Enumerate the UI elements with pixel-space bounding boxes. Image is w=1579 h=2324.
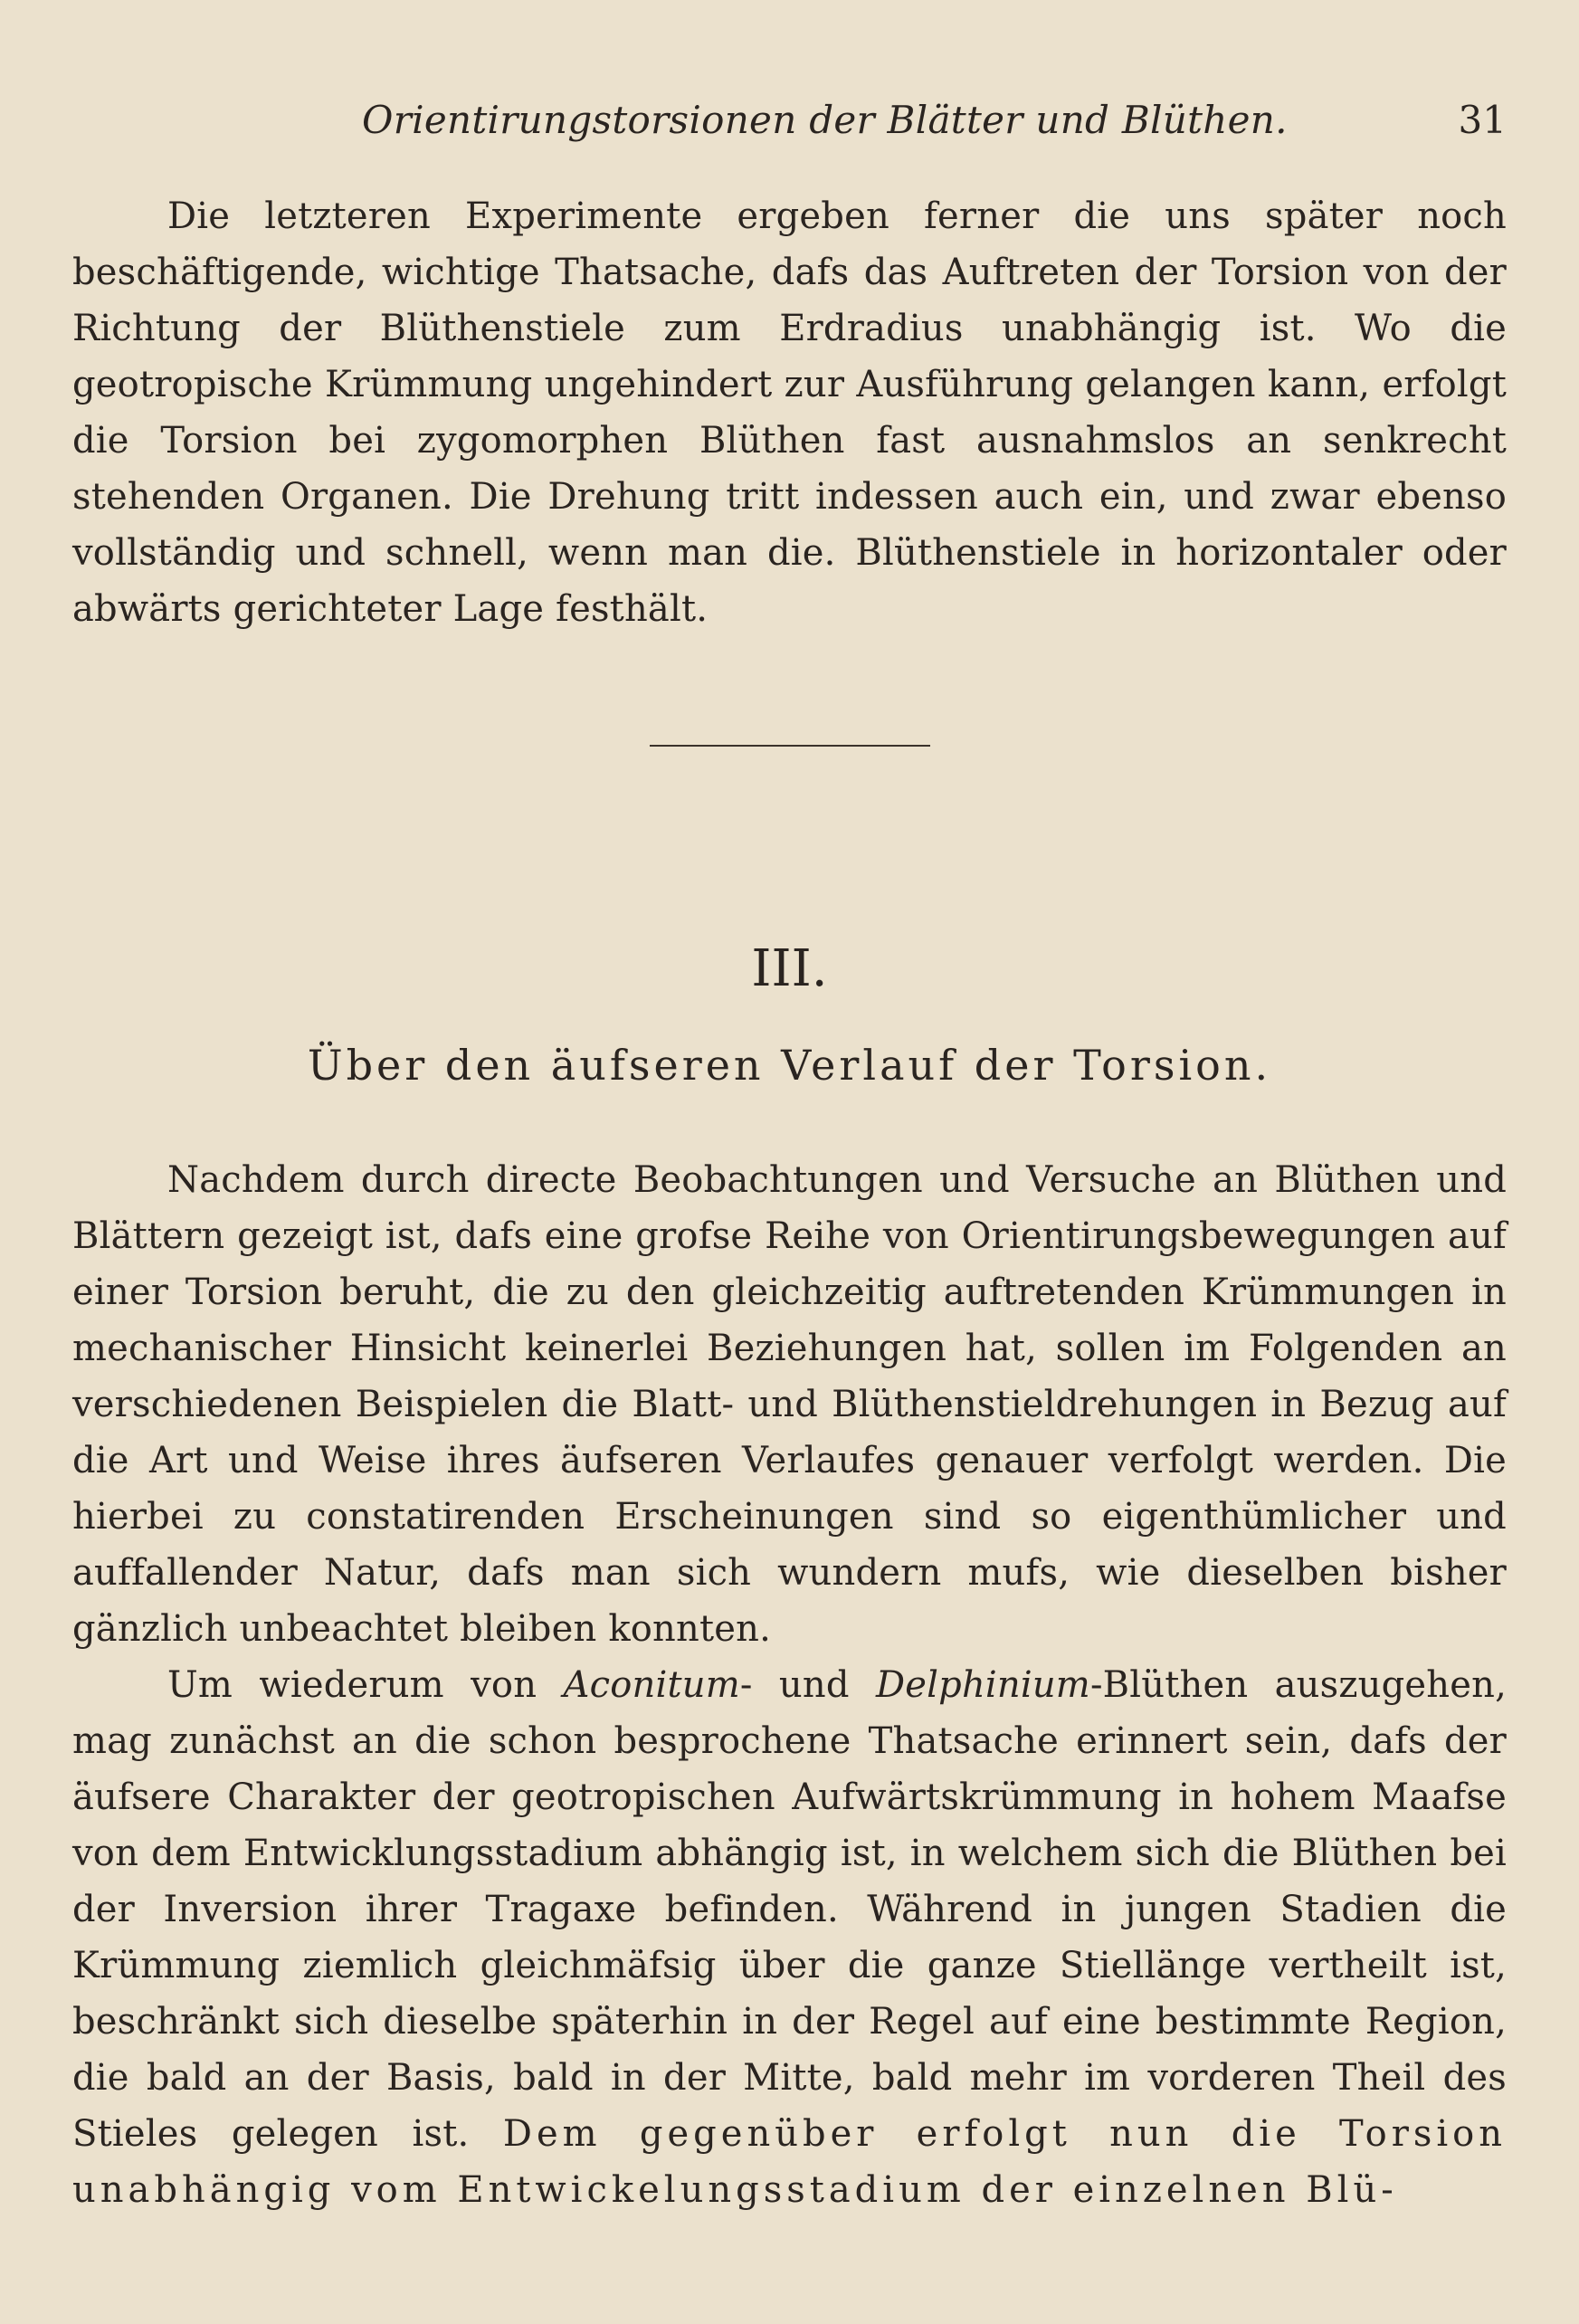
paragraph-2 [72,1657,1507,2218]
paragraph-top [72,188,1507,637]
page-number: 31 [1458,98,1507,142]
paragraph-top-text: Die letzteren Experimente ergeben ferner die uns später noch beschäftigende, wichtige Thatsache, dafs das Auftreten der Torsion von der Richtung der Blüthenstiele zum Erdradius unabhängig ist. Wo die geotropische Krümmung ungehindert zur Ausführung gelangen kann, erfolgt die Torsion bei zygomorphen Blüthen fast ausnahmslos an senkrecht stehenden Organen. Die Drehung tritt indessen auch ein, und zwar ebenso vollständig und schnell, wenn man die. Blüthenstiele in horizontaler oder abwärts gerichteter Lage festhält. [72,195,1507,630]
paragraph-1-text: Nachdem durch directe Beobachtungen und Versuche an Blüthen und Blättern gezeigt ist, dafs eine grofse Reihe von Orientirungsbewegungen auf einer Torsion beruht, die zu den gleichzeitig auftretenden Krümmungen in mechanischer Hinsicht keinerlei Beziehungen hat, sollen im Folgenden an verschiedenen Beispielen die Blatt- und Blüthenstieldrehungen in Bezug auf die Art und Weise ihres äufseren Verlaufes genauer verfolgt werden. Die hierbei zu constatirenden Erscheinungen sind so eigenthümlicher und auffallender Natur, dafs man sich wundern mufs, wie dieselben bisher gänzlich unbeachtet bleiben konnten. [72,1159,1507,1650]
running-title: Orientirungstorsionen der Blätter und Blüthen. [362,98,1288,142]
paragraph-2-text: -Blüthen auszugehen, mag zunächst an die schon besprochene Thatsache erinnert sein, dafs der äufsere Charakter der geotropischen Aufwärtskrümmung in hohem Maafse von dem Entwicklungsstadium abhängig ist, in welchem sich die Blüthen bei der Inversion ihrer Tragaxe befinden. Während in jungen Stadien die Krümmung ziemlich gleichmäfsig über die ganze Stiellänge vertheilt ist, beschränkt sich dieselbe späterhin in der Regel auf eine bestimmte Region, die bald an der Basis, bald in der Mitte, bald mehr im vorderen Theil des Stieles gelegen ist. [72,1664,1507,2155]
section-heading: Über den äufseren Verlauf der Torsion. [307,1041,1272,1090]
genus-aconitum: Aconitum [563,1664,740,1706]
paragraph-2-mid: - und [739,1664,850,1706]
section-number: III. [751,939,828,998]
top-paragraph-block [72,188,1507,637]
paragraph-1 [72,1152,1507,1657]
section-divider-rule [650,745,930,747]
paragraph-2-spaced-text: Dem gegenüber erfolgt nun die Torsion unabhängig vom Entwickelungsstadium der einzelnen Blü- [72,2113,1507,2211]
page-header [72,98,1507,152]
paragraph-2-lead: Um wiederum von [167,1664,537,1706]
genus-delphinium: Delphinium [876,1664,1090,1706]
body-text-block [72,1152,1507,2218]
